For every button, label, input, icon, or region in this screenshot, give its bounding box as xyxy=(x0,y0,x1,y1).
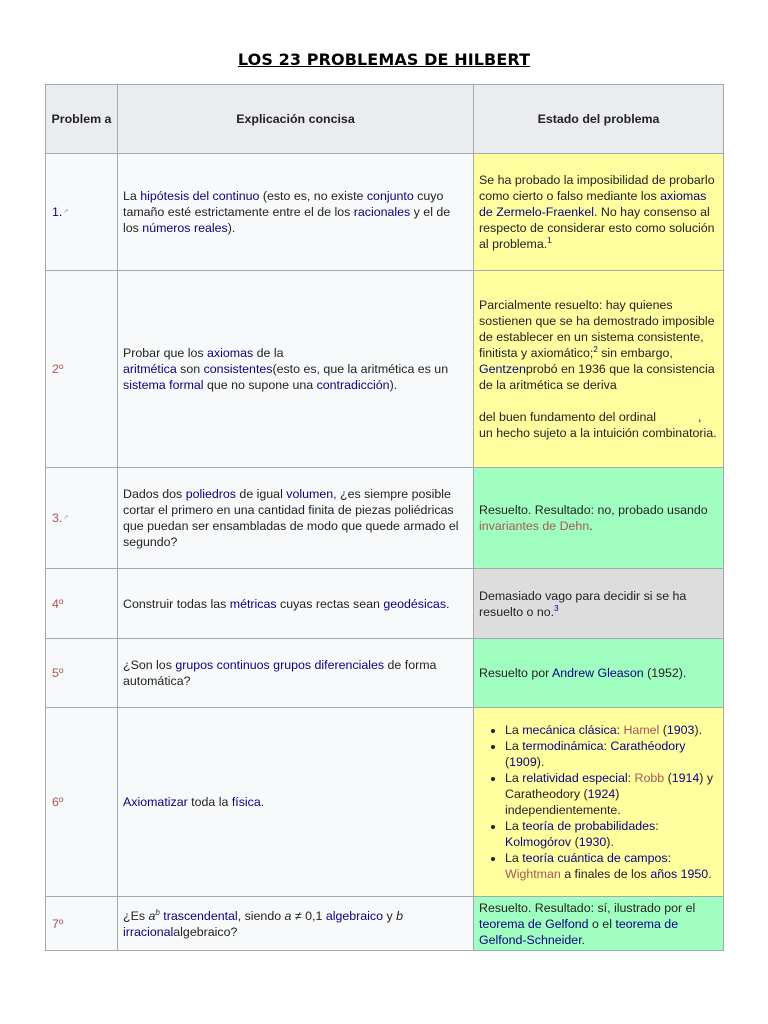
footnote-ref[interactable]: 1 xyxy=(547,235,552,245)
link-year[interactable]: 1930 xyxy=(578,835,607,849)
problem-explanation: ¿Son los grupos continuos grupos diferenciales de forma automática? xyxy=(118,639,474,708)
link-axiomas[interactable]: axiomas xyxy=(207,346,254,360)
link-year[interactable]: 1909 xyxy=(509,755,537,769)
link-trascendental[interactable]: trascendental xyxy=(163,908,238,923)
list-item: • La teoría de probabilidades: Kolmogórov (1930). xyxy=(505,818,718,850)
header-explanation: Explicación concisa xyxy=(118,85,474,154)
list-item: • La teoría cuántica de campos: Wightman a finales de los años 1950. xyxy=(505,850,718,882)
problem-explanation: Probar que los axiomas de la aritmética son consistentes(esto es, que la aritmética es un sistema formal que no supone una contradicción). xyxy=(118,271,474,468)
link-numeros-reales[interactable]: números reales xyxy=(142,221,228,235)
link-gentzen[interactable]: Gentzen xyxy=(479,362,526,376)
link-grupos-continuos[interactable]: grupos continuos xyxy=(175,658,270,672)
link-grupos-diferenciales[interactable]: grupos diferenciales xyxy=(273,658,385,672)
problem-number[interactable] xyxy=(46,154,118,271)
link-year[interactable]: 1903 xyxy=(666,723,695,737)
table-row xyxy=(46,708,724,897)
external-link-icon: ↗ xyxy=(63,209,69,215)
problem-number[interactable] xyxy=(46,708,118,897)
link-teoria-probabilidades[interactable]: teoría de probabilidades xyxy=(522,819,656,833)
problem-number-link[interactable]: 5º xyxy=(52,666,64,680)
link-robb[interactable]: Robb xyxy=(634,771,665,785)
math-variable: b xyxy=(155,907,160,917)
external-link-icon: ↗ xyxy=(63,515,69,521)
link-conjunto[interactable]: conjunto xyxy=(366,189,414,203)
problem-explanation: Construir todas las métricas cuyas rectas sean geodésicas. xyxy=(118,569,474,639)
footnote-ref[interactable]: 3 xyxy=(554,603,559,613)
table-header-row xyxy=(46,85,724,154)
link-invariantes-dehn[interactable]: invariantes de Dehn xyxy=(479,519,590,533)
list-item: • La mecánica clásica: Hamel (1903). xyxy=(505,722,718,738)
table-row xyxy=(46,468,724,569)
link-termodinamica[interactable]: termodinámica xyxy=(522,739,604,753)
problem-number[interactable] xyxy=(46,468,118,569)
hilbert-problems-table xyxy=(45,84,724,951)
list-item: • La relatividad especial: Robb (1914) y Caratheodory (1924) independientemente. xyxy=(505,770,718,818)
table-row xyxy=(46,897,724,951)
link-teorema-gelfond-schneider[interactable]: teorema de Gelfond-Schneider xyxy=(479,916,679,947)
link-anos-1950[interactable]: años 1950 xyxy=(650,867,709,881)
header-problem: Problem a xyxy=(46,85,118,154)
link-hipotesis-continuo[interactable]: hipótesis del continuo xyxy=(140,189,260,203)
problem-number[interactable] xyxy=(46,271,118,468)
link-volumen[interactable]: volumen xyxy=(286,487,334,501)
link-aritmetica[interactable]: aritmética xyxy=(123,362,177,376)
table-row xyxy=(46,639,724,708)
page-title: LOS 23 PROBLEMAS DE HILBERT xyxy=(237,50,531,69)
math-variable: a xyxy=(284,908,292,923)
problem-status: Se ha probado la imposibilidad de probarlo como cierto o falso mediante los axiomas de Zermelo-Fraenkel. No hay consenso al respecto de considerar esto como solución al problema.$^1$ xyxy=(474,154,724,271)
status-list xyxy=(479,722,718,882)
link-year[interactable]: 1914 xyxy=(671,771,700,785)
link-geodesicas[interactable]: geodésicas xyxy=(383,596,447,611)
link-axiomatizar[interactable]: Axiomatizar xyxy=(123,795,188,809)
problem-number[interactable] xyxy=(46,639,118,708)
link-andrew-gleason[interactable]: Andrew Gleason xyxy=(552,666,644,680)
link-caratheodory[interactable]: Carathéodory xyxy=(610,739,686,753)
link-racionales[interactable]: racionales xyxy=(353,205,411,219)
link-fisica[interactable]: física xyxy=(231,795,261,809)
link-kolmogorov[interactable]: Kolmogórov xyxy=(505,835,572,849)
table-row xyxy=(46,154,724,271)
math-variable: b xyxy=(396,908,403,923)
link-algebraico[interactable]: algebraico xyxy=(325,908,383,923)
problem-number-link[interactable]: 3. xyxy=(52,511,63,525)
problem-number[interactable] xyxy=(46,897,118,951)
link-poliedros[interactable]: poliedros xyxy=(185,487,236,501)
problem-status: Resuelto. Resultado: no, probado usando invariantes de Dehn. xyxy=(474,468,724,569)
math-variable: a xyxy=(148,908,156,923)
link-metricas[interactable]: métricas xyxy=(229,596,277,611)
link-hamel[interactable]: Hamel xyxy=(623,723,660,737)
table-row xyxy=(46,271,724,468)
problem-number-link[interactable]: 7º xyxy=(52,916,64,931)
problem-number-link[interactable]: 2º xyxy=(52,362,64,376)
link-irracional[interactable]: irracional xyxy=(123,924,174,939)
link-teoria-cuantica-campos[interactable]: teoría cuántica de campos xyxy=(522,851,668,865)
problem-number-link[interactable]: 4º xyxy=(52,596,64,611)
problem-explanation: Dados dos poliedros de igual volumen, ¿es siempre posible cortar el primero en una cantidad finita de piezas poliédricas que puedan ser ensambladas de modo que quede armado el segundo? xyxy=(118,468,474,569)
link-mecanica-clasica[interactable]: mecánica clásica xyxy=(522,723,617,737)
link-year[interactable]: 1924 xyxy=(587,787,616,801)
problem-number[interactable] xyxy=(46,569,118,639)
problem-explanation: Axiomatizar toda la física. xyxy=(118,708,474,897)
header-status: Estado del problema xyxy=(474,85,724,154)
problem-status: Resuelto por Andrew Gleason (1952). xyxy=(474,639,724,708)
problem-status: Demasiado vago para decidir si se ha resuelto o no.$^3$ xyxy=(474,569,724,639)
link-teorema-gelfond[interactable]: teorema de Gelfond xyxy=(479,916,589,931)
link-zermelo-fraenkel[interactable]: axiomas de Zermelo-Fraenkel xyxy=(479,189,707,219)
problem-status: Resuelto. Resultado: sí, ilustrado por el teorema de Gelfond o el teorema de Gelfond-Schneider. xyxy=(474,897,724,951)
table-row xyxy=(46,569,724,639)
link-wightman[interactable]: Wightman xyxy=(505,867,561,881)
footnote-ref[interactable]: 2 xyxy=(593,344,598,354)
problem-explanation: ¿Es $a^b$ trascendental, siendo a ≠ 0,1 algebraico y b irracionalalgebraico? xyxy=(118,897,474,951)
list-item: • La termodinámica: Carathéodory (1909). xyxy=(505,738,718,770)
link-consistentes[interactable]: consistentes xyxy=(203,362,273,376)
problem-status xyxy=(474,708,724,897)
problem-explanation: La hipótesis del continuo (esto es, no existe conjunto cuyo tamaño esté estrictamente entre el de los racionales y el de los números reales). xyxy=(118,154,474,271)
link-contradiccion[interactable]: contradicción xyxy=(316,378,390,392)
problem-number-link[interactable]: 1. xyxy=(52,205,63,219)
link-relatividad-especial[interactable]: relatividad especial xyxy=(522,771,628,785)
link-sistema-formal[interactable]: sistema formal xyxy=(123,378,204,392)
problem-status: Parcialmente resuelto: hay quienes sostienen que se ha demostrado imposible de establecer en un sistema consistente, finitista y axiomático;$^2$ sin embargo, Gentzenprobó en 1936 que la consistencia de la aritmética se deriva del buen fundamento del ordinal , un hecho sujeto a la intuición combinatoria. xyxy=(474,271,724,468)
problem-number-link[interactable]: 6º xyxy=(52,795,64,809)
